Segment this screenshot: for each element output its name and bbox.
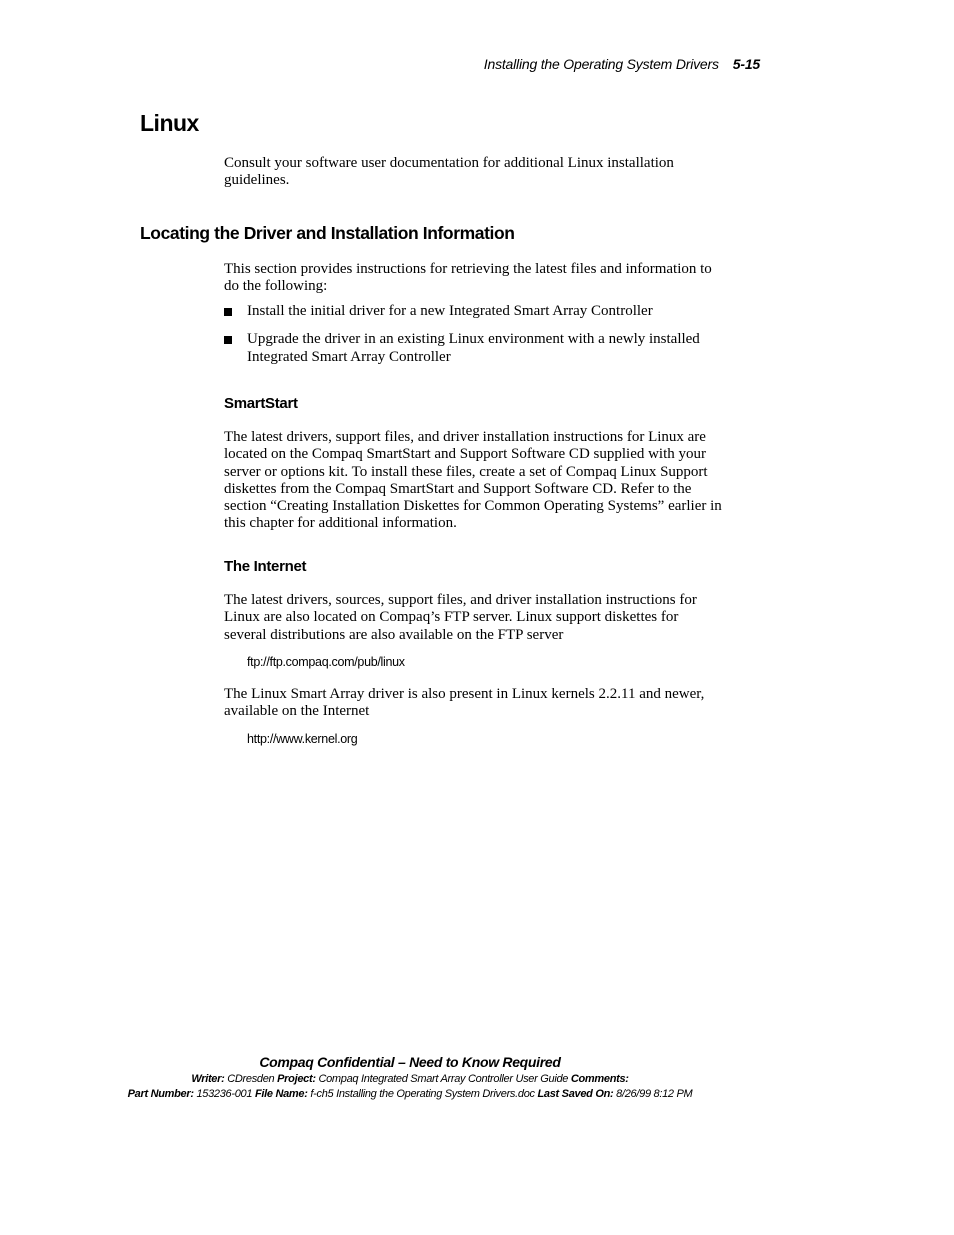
writer-value: CDresden [227,1073,275,1085]
bullet-list [224,303,724,377]
subsection-title: Locating the Driver and Installation Information [140,223,515,243]
section-intro: Consult your software user documentation for additional Linux installation guidelines. [224,155,674,189]
running-title: Installing the Operating System Drivers [483,56,719,72]
page-number: 5-15 [732,56,760,72]
last-saved-label: Last Saved On: [537,1088,614,1100]
section-title: Linux [140,110,199,136]
comments-label: Comments: [570,1073,629,1085]
part-number-value: 153236-001 [196,1088,253,1100]
part-number-label: Part Number: [127,1088,194,1100]
writer-label: Writer: [191,1073,225,1085]
footer-part-line [80,1088,740,1100]
running-header [400,56,760,72]
smartstart-heading: SmartStart [224,395,298,412]
list-item [224,303,724,320]
list-item-text: Upgrade the driver in an existing Linux environment with a newly installed Integrated Smart Array Controller [247,331,700,365]
kernel-url: http://www.kernel.org [247,732,358,746]
square-bullet-icon [224,308,232,316]
confidential-notice: Compaq Confidential – Need to Know Required [259,1054,561,1070]
smartstart-body: The latest drivers, support files, and driver installation instructions for Linux are located on the Compaq SmartStart and Support Software CD supplied with your server or options kit. To install these files, create a set of Compaq Linux Support diskettes from the Compaq SmartStart and Support Software CD. Refer to the section “Creating Installation Diskettes for Common Operating Systems” earlier in this chapter for additional information. [224,429,722,532]
internet-heading: The Internet [224,558,307,575]
ftp-url: ftp://ftp.compaq.com/pub/linux [247,655,405,669]
file-name-value: f-ch5 Installing the Operating System Drivers.doc [310,1088,535,1100]
footer-writer-line [100,1073,720,1085]
file-name-label: File Name: [254,1088,308,1100]
project-label: Project: [277,1073,316,1085]
square-bullet-icon [224,336,232,344]
subsection-intro: This section provides instructions for retrieving the latest files and information to do the following: [224,261,712,295]
list-item-text: Install the initial driver for a new Integrated Smart Array Controller [247,303,653,319]
kernel-body: The Linux Smart Array driver is also present in Linux kernels 2.2.11 and newer, available on the Internet [224,686,705,720]
last-saved-value: 8/26/99 8:12 PM [616,1088,693,1100]
project-value: Compaq Integrated Smart Array Controller User Guide [318,1073,569,1085]
internet-body: The latest drivers, sources, support files, and driver installation instructions for Linux are also located on Compaq’s FTP server. Linux support diskettes for several distributions are also available on the FTP server [224,592,697,643]
list-item [224,331,724,366]
